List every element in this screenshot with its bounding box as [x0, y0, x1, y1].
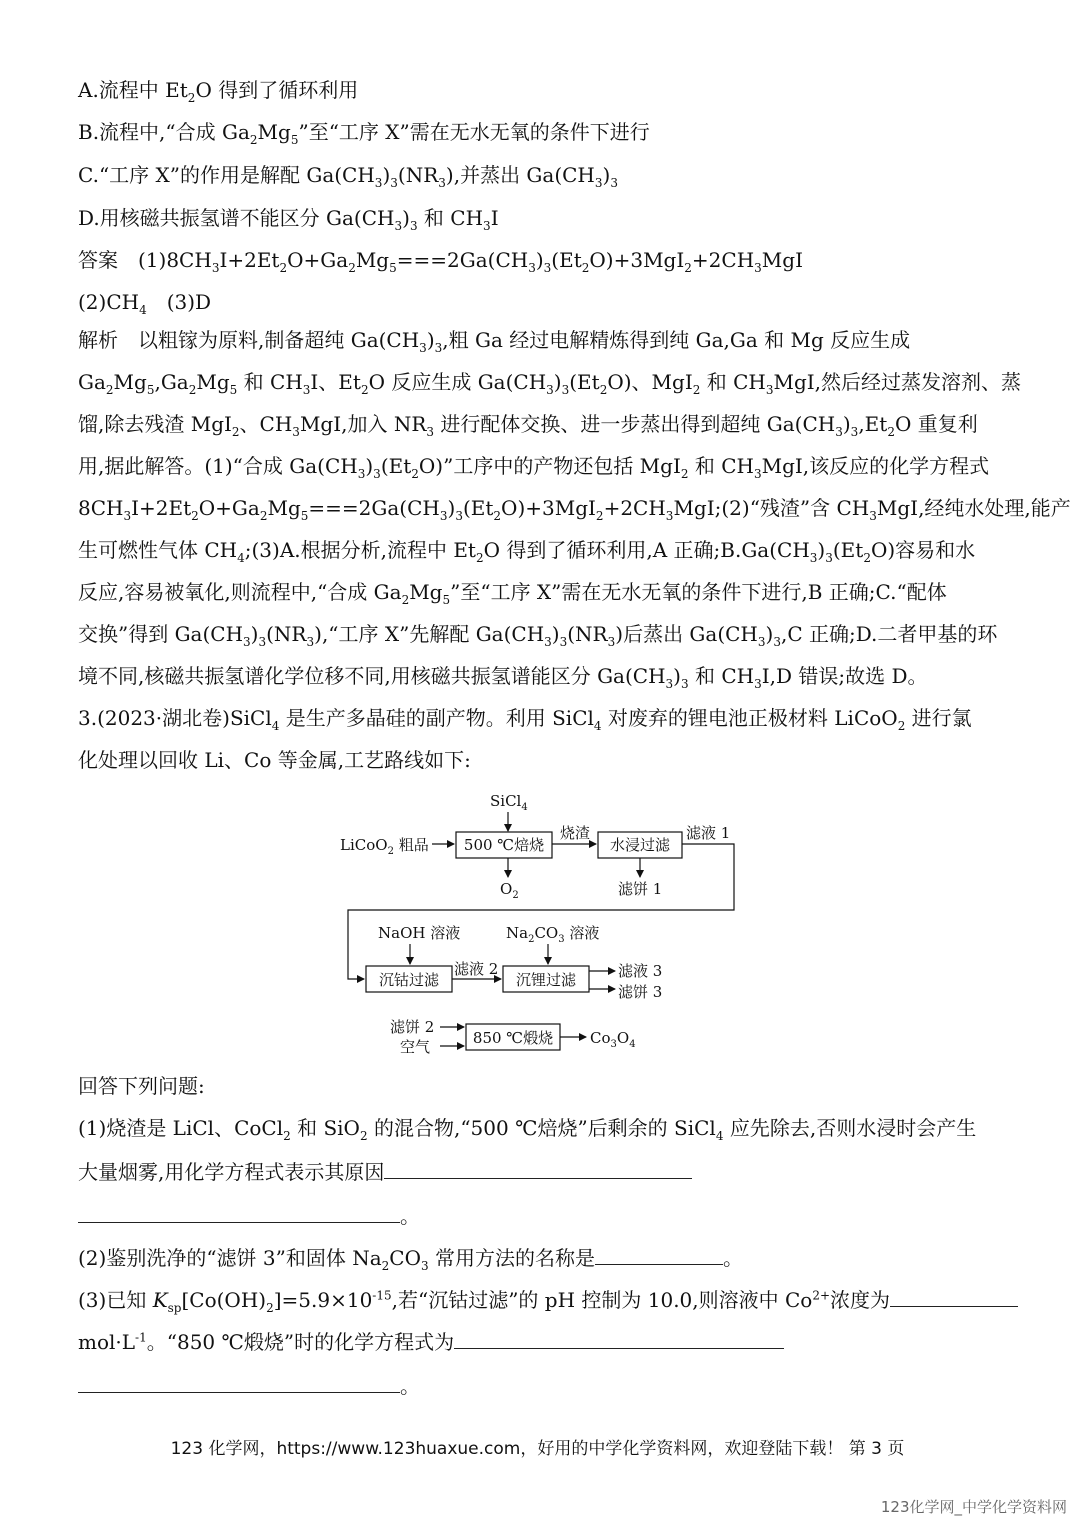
question-1-line-1: (1)烧渣是 LiCl、CoCl$_2$ 和 SiO$_2$ 的混合物,“500 ℃焙烧”后剩余的 SiCl$_4$ 应先除去,否则水浸时会产生 [78, 1116, 977, 1143]
cake-3-label: 滤饼 3 [618, 983, 663, 1001]
analysis-line-7: 反应,容易被氧化,则流程中,“合成 $Ga_2Mg_5$”至“工序 X”需在无水无氧的条件下进行,B 正确;C.“配体 [78, 580, 947, 607]
analysis-line-3: 馏,除去残渣 MgI$_2$、$CH_3MgI$,加入 $NR_3$ 进行配体交换、进一步蒸出得到超纯 $Ga(CH_3)_3,Et_2O$ 重复利 [78, 412, 978, 439]
li-box-label: 沉锂过滤 [515, 971, 577, 989]
sicl4-label: SiCl$_4$ [490, 792, 528, 813]
naoh-label: NaOH 溶液 [378, 924, 461, 942]
answer-blank-2[interactable] [595, 1244, 723, 1265]
co3o4-label: $Co_3O_4$ [590, 1029, 636, 1050]
page-footer: 123 化学网，https://www.123huaxue.com，好用的中学化学资料网，欢迎登陆下载！ 第 3 页 [170, 1439, 905, 1459]
slag-label: 烧渣 [560, 824, 591, 842]
analysis-line-9: 境不同,核磁共振氢谱化学位移不同,用核磁共振氢谱能区分 $Ga(CH_3)_3$ 和 $CH_3I,D$ 错误;故选 D。 [78, 664, 928, 691]
question-3-line-c: 。 [78, 1372, 420, 1398]
filtrate-1-label: 滤液 1 [686, 824, 731, 842]
filtrate-3-label: 滤液 3 [618, 962, 663, 980]
analysis-line-1: 解析 以粗镓为原料,制备超纯 $Ga(CH_3)_3$,粗 Ga 经过电解精炼得到纯 Ga,Ga 和 Mg 反应生成 [78, 328, 911, 355]
o2-label: $O_2$ [500, 880, 519, 901]
question-1-line-3: 。 [78, 1202, 420, 1228]
question-2-line: (2)鉴别洗净的“滤饼 3”和固体 $Na_2CO_3$ 常用方法的名称是 。 [78, 1246, 743, 1273]
answer-line-2: $(2)CH_4$ (3)D [78, 290, 212, 317]
answer-blank-3c[interactable] [78, 1372, 400, 1393]
air-label: 空气 [400, 1038, 431, 1056]
answer-blank-1a[interactable] [384, 1158, 692, 1179]
answer-blank-3a[interactable] [890, 1286, 1018, 1307]
analysis-line-2: $Ga_2Mg_5,Ga_2Mg_5$ 和 $CH_3I$、$Et_2O$ 反应生成 $Ga(CH_3)_3(Et_2O)$、MgI$_2$ 和 $CH_3MgI$,然后经过蒸发溶剂、蒸 [78, 370, 1022, 397]
na2co3-label: $Na_2CO_3$ 溶液 [506, 924, 600, 945]
analysis-line-8: 交换”得到 $Ga(CH_3)_3(NR_3),“$工序 X”先解配 $Ga(CH_3)_3(NR_3)$后蒸出 $Ga(CH_3)_3,C$ 正确;D.二者甲基的环 [78, 622, 998, 649]
analysis-line-6: 生可燃性气体 $CH_4;(3)A$.根据分析,流程中 $Et_2O$ 得到了循环利用,A 正确$;B.Ga(CH_3)_3(Et_2O)$容易和水 [78, 538, 976, 565]
questions-heading: 回答下列问题: [78, 1074, 205, 1098]
process-flowchart [330, 786, 750, 1058]
answer-blank-3b[interactable] [454, 1328, 784, 1349]
answer-blank-1b[interactable] [78, 1202, 400, 1223]
cake-1-label: 滤饼 1 [618, 880, 663, 898]
cake-2-label: 滤饼 2 [390, 1018, 435, 1036]
question-3-line-b: $mol\cdot L^{-1}$。“850 ℃煅烧”时的化学方程式为 [78, 1328, 784, 1354]
option-d: D.用核磁共振氢谱不能区分 $Ga(CH_3)_3$ 和 $CH_3I$ [78, 206, 499, 233]
analysis-line-4: 用,据此解答。(1)“合成 $Ga(CH_3)_3(Et_2O)$”工序中的产物还包括 MgI$_2$ 和 $CH_3MgI$,该反应的化学方程式 [78, 454, 990, 481]
calcine-box-label: 850 ℃煅烧 [472, 1029, 554, 1047]
site-watermark: 123化学网_中学化学资料网 [880, 1498, 1067, 1516]
answer-line-1: 答案 $(1)8CH_3I+2Et_2O+Ga_2Mg_5===2Ga(CH_3)_3(Et_2O)+3MgI_2+2CH_3MgI$ [78, 248, 803, 275]
leach-box-label: 水浸过滤 [609, 836, 671, 854]
question-1-line-2: 大量烟雾,用化学方程式表示其原因 [78, 1158, 692, 1184]
roast-box-label: 500 ℃焙烧 [463, 836, 545, 854]
option-b: B.流程中,“合成 $Ga_2Mg_5$”至“工序 X”需在无水无氧的条件下进行 [78, 120, 650, 147]
question-3-line-2: 化处理以回收 Li、Co 等金属,工艺路线如下: [78, 748, 471, 772]
question-3-line-1: 3.(2023·湖北卷)SiCl$_4$ 是生产多晶硅的副产物。利用 SiCl$_4$ 对废弃的锂电池正极材料 LiCoO$_2$ 进行氯 [78, 706, 972, 733]
question-3-line: (3)已知 $K_{sp}[Co(OH)_2]=5.9\times 10^{-15}$,若“沉钴过滤”的 pH 控制为 10.0,则溶液中 $Co^{2+}$浓度为 [78, 1286, 1018, 1312]
analysis-line-5: $8CH_3I+2Et_2O+Ga_2Mg_5===2Ga(CH_3)_3(Et_2O)+3MgI_2+2CH_3MgI;(2)“$残渣”含 $CH_3MgI$,经纯水处理,能产 [78, 496, 1071, 523]
option-c: C.“工序 X”的作用是解配 $Ga(CH_3)_3(NR_3)$,并蒸出 $Ga(CH_3)_3$ [78, 163, 618, 190]
option-a: A.流程中 $Et_2O$ 得到了循环利用 [78, 78, 359, 105]
licoo2-label: LiCoO$_2$ 粗品 [340, 836, 429, 857]
filtrate-2-label: 滤液 2 [454, 960, 499, 978]
co-box-label: 沉钴过滤 [378, 971, 440, 989]
